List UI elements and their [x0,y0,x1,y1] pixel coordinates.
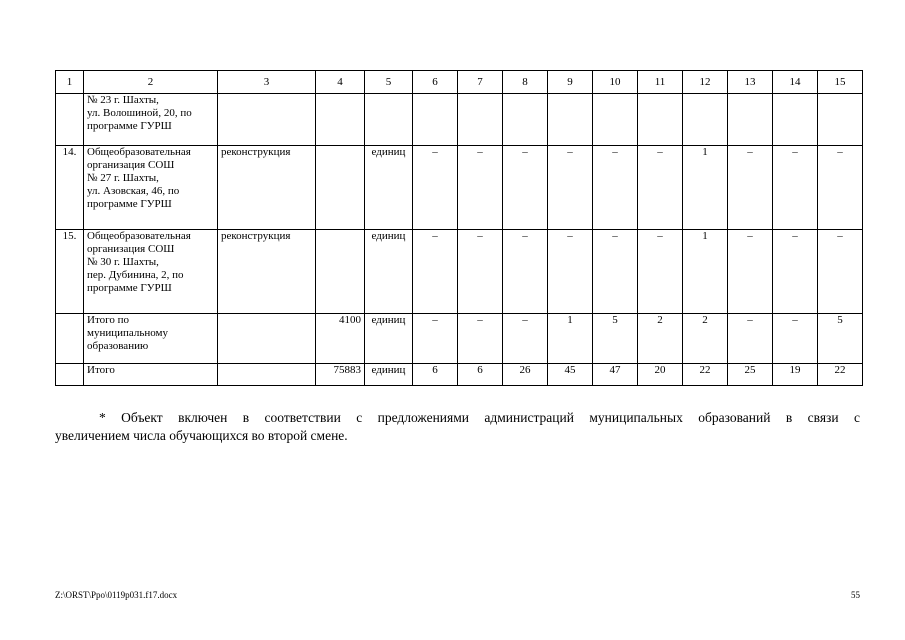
cell-value: – [818,146,863,230]
table-row-subtotal [56,314,863,364]
cell-num: 14. [56,146,84,230]
cell-num [56,94,84,146]
cell-value: 20 [638,364,683,386]
table-row-total [56,364,863,386]
header-cell: 11 [638,71,683,94]
cell-value: 6 [458,364,503,386]
name-line: Итого по [87,314,129,326]
cell-object-name: Итого [84,364,218,386]
cell-cost [316,230,365,314]
header-cell: 9 [548,71,593,94]
name-line: образованию [87,340,149,352]
name-line: организация СОШ [87,159,175,171]
footer-file-path: Z:\ORST\Ppo\0119p031.f17.docx [55,590,178,600]
cell-num [56,314,84,364]
cell-value: – [503,230,548,314]
header-cell: 4 [316,71,365,94]
cell-object-name [84,94,218,146]
cell-value: – [458,314,503,364]
table-row [56,230,863,314]
cell-value: – [638,146,683,230]
cell-value: – [728,230,773,314]
name-line: № 23 г. Шахты, [87,94,159,106]
header-cell: 3 [218,71,316,94]
cell-value: – [413,230,458,314]
cell-value: – [503,314,548,364]
cell-value: 6 [413,364,458,386]
name-line: № 30 г. Шахты, [87,256,159,268]
header-cell: 14 [773,71,818,94]
cell-work-type: реконструкция [218,146,316,230]
cell-value: – [458,230,503,314]
header-cell: 13 [728,71,773,94]
header-cell: 5 [365,71,413,94]
cell-object-name [84,314,218,364]
cell-cost: 75883 [316,364,365,386]
cell-value: – [548,146,593,230]
cell-value: 22 [683,364,728,386]
cell-value: 1 [683,230,728,314]
cell-value: – [728,314,773,364]
header-cell: 8 [503,71,548,94]
name-line: программе ГУРШ [87,198,172,210]
header-cell: 6 [413,71,458,94]
cell-value: – [503,146,548,230]
header-cell: 1 [56,71,84,94]
name-line: Общеобразовательная [87,230,191,242]
name-line: программе ГУРШ [87,282,172,294]
cell-value: 45 [548,364,593,386]
cell-object-name [84,146,218,230]
cell-cost: 4100 [316,314,365,364]
cell-value: – [593,146,638,230]
cell-value: – [818,230,863,314]
name-line: пер. Дубинина, 2, по [87,269,184,281]
name-line: муниципальному [87,327,169,339]
table-row [56,146,863,230]
footnote [55,409,860,445]
cell-value: 22 [818,364,863,386]
page-number: 55 [851,590,860,600]
cell-value: – [773,146,818,230]
table-header-row [56,71,863,94]
cell-value: – [638,230,683,314]
cell-unit: единиц [365,314,413,364]
footnote-line: увеличением числа обучающихся во второй смене. [55,428,348,443]
cell-value: 25 [728,364,773,386]
cell-value: 5 [593,314,638,364]
cell-unit: единиц [365,146,413,230]
cell-value: – [773,230,818,314]
cell-value: – [413,146,458,230]
cell-cost [316,146,365,230]
cell-value: 1 [548,314,593,364]
table-row-continuation [56,94,863,146]
cell-value: – [593,230,638,314]
cell-unit: единиц [365,230,413,314]
cell-num [56,364,84,386]
cell-value: – [728,146,773,230]
cell-value: 2 [638,314,683,364]
footnote-line: * Объект включен в соответствии с предложениями администраций муниципальных образований в связи с [99,410,860,425]
name-line: № 27 г. Шахты, [87,172,159,184]
cell-value: 1 [683,146,728,230]
cell-num: 15. [56,230,84,314]
cell-work-type: реконструкция [218,230,316,314]
cell-unit: единиц [365,364,413,386]
cell-object-name [84,230,218,314]
name-line: ул. Азовская, 46, по [87,185,180,197]
cell-value: 26 [503,364,548,386]
header-cell: 15 [818,71,863,94]
cell-value: 47 [593,364,638,386]
name-line: программе ГУРШ [87,120,172,132]
cell-value: – [773,314,818,364]
cell-value: – [413,314,458,364]
cell-value: 19 [773,364,818,386]
header-cell: 10 [593,71,638,94]
name-line: ул. Волошиной, 20, по [87,107,192,119]
cell-value: 5 [818,314,863,364]
header-cell: 7 [458,71,503,94]
header-cell: 2 [84,71,218,94]
data-table [55,70,863,386]
cell-value: 2 [683,314,728,364]
name-line: Общеобразовательная [87,146,191,158]
cell-value: – [458,146,503,230]
header-cell: 12 [683,71,728,94]
name-line: организация СОШ [87,243,175,255]
cell-value: – [548,230,593,314]
